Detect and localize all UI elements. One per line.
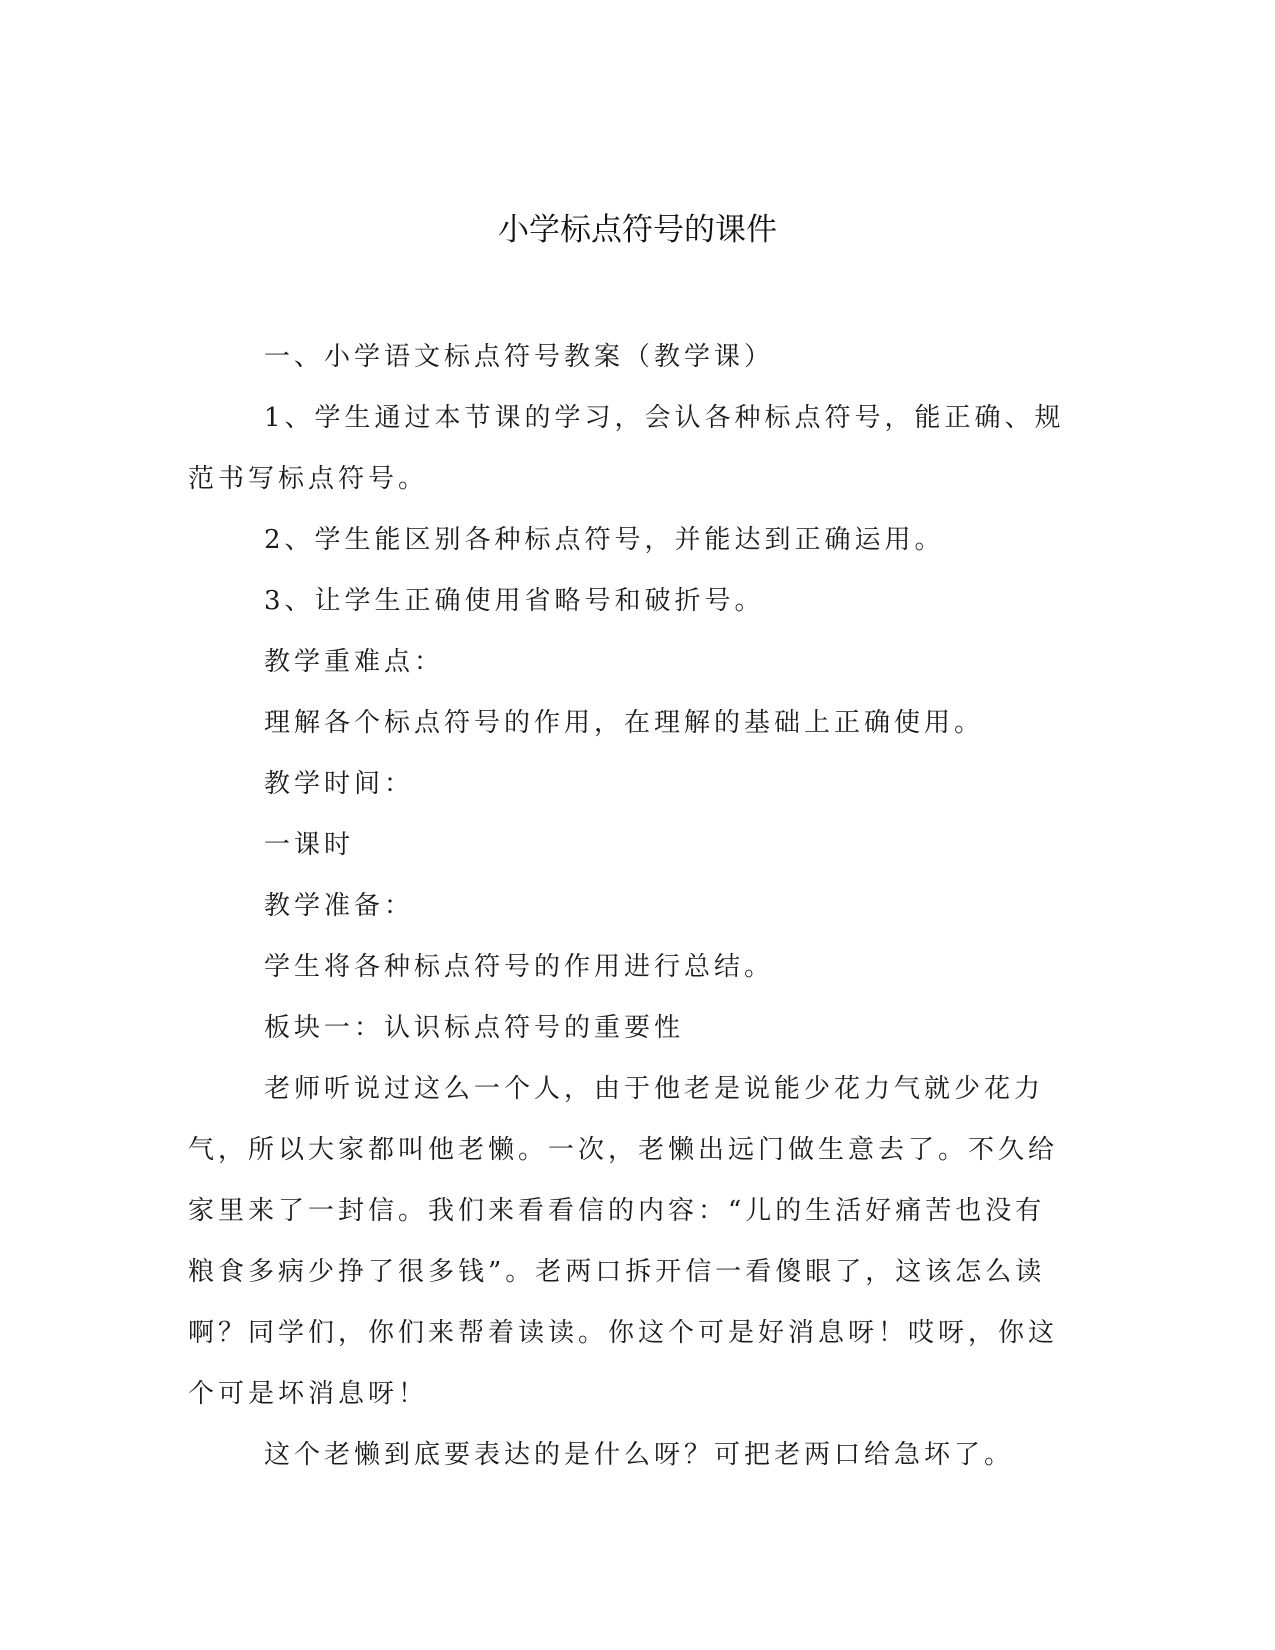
paragraph-block-one-heading: 板块一：认识标点符号的重要性 [264, 1013, 685, 1043]
paragraph-key-points-label: 教学重难点： [264, 647, 445, 677]
paragraph-key-points: 理解各个标点符号的作用，在理解的基础上正确使用。 [264, 708, 985, 738]
paragraph-section-heading: 一、小学语文标点符号教案（教学课） [264, 342, 775, 372]
paragraph-time-label: 教学时间： [264, 769, 415, 799]
paragraph-prep: 学生将各种标点符号的作用进行总结。 [264, 952, 775, 982]
paragraph-time: 一课时 [264, 830, 355, 860]
paragraph-story: 老师听说过这么一个人，由于他老是说能少花力气就少花力气，所以大家都叫他老懒。一次，老懒出远门做生意去了。不久给家里来了一封信。我们来看看信的内容：“儿的生活好痛苦也没有粮食多病少挣了很多钱”。老两口拆开信一看傻眼了，这该怎么读啊？同学们，你们来帮着读读。你这个可是好消息呀！哎呀，你这个可是坏消息呀！ [188, 1074, 1059, 1409]
paragraph-goal-1: 1、学生通过本节课的学习，会认各种标点符号，能正确、规范书写标点符号。 [188, 403, 1065, 494]
paragraph-goal-2: 2、学生能区别各种标点符号，并能达到正确运用。 [264, 525, 945, 555]
document-title: 小学标点符号的课件 [498, 212, 777, 248]
document-body [188, 327, 1068, 1486]
paragraph-story-question: 这个老懒到底要表达的是什么呀？可把老两口给急坏了。 [264, 1440, 1015, 1470]
paragraph-prep-label: 教学准备： [264, 891, 415, 921]
paragraph-goal-3: 3、让学生正确使用省略号和破折号。 [264, 586, 765, 616]
